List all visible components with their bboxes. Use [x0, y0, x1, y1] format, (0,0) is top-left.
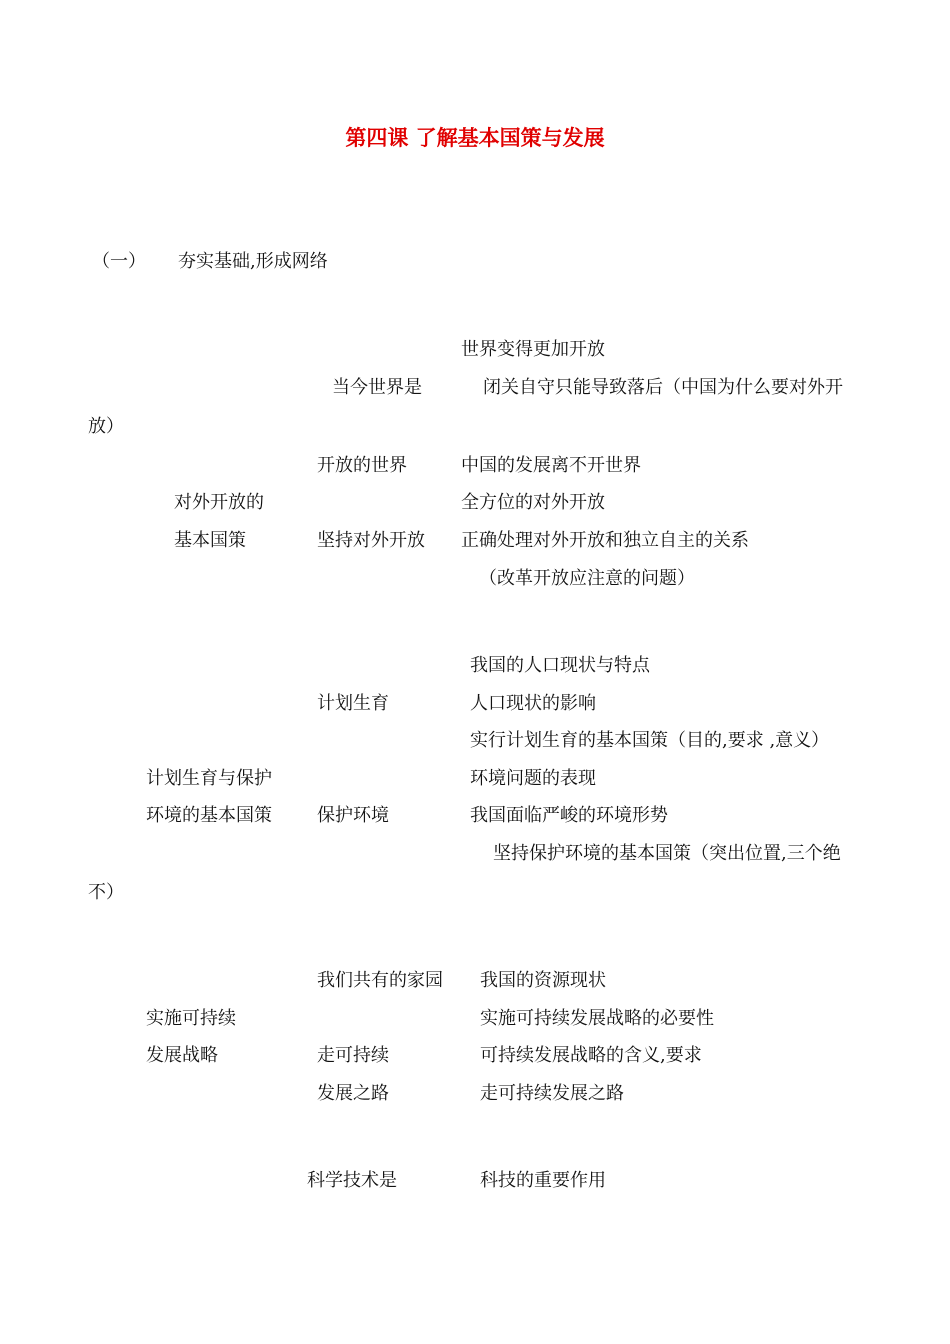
- opening-topic-line1: 对外开放的: [174, 492, 264, 513]
- environment-policy: 坚持保护环境的基本国策（突出位置,三个绝: [493, 843, 841, 864]
- sustainable-road-label-line1: 走可持续: [317, 1045, 389, 1066]
- science-role: 科技的重要作用: [480, 1170, 606, 1191]
- shared-home-label: 我们共有的家园: [317, 970, 443, 991]
- section-heading-text: 夯实基础,形成网络: [178, 251, 328, 272]
- china-needs-world: 中国的发展离不开世界: [461, 455, 641, 476]
- sustainable-road-label-line2: 发展之路: [317, 1083, 389, 1104]
- world-today-label: 当今世界是: [332, 377, 422, 398]
- science-label: 科学技术是: [307, 1170, 397, 1191]
- sustainable-necessity: 实施可持续发展战略的必要性: [480, 1008, 714, 1029]
- all-round-opening: 全方位的对外开放: [461, 492, 605, 513]
- handle-relationship: 正确处理对外开放和独立自主的关系: [461, 530, 749, 551]
- sustainable-meaning: 可持续发展战略的含义,要求: [480, 1045, 702, 1066]
- open-world-label: 开放的世界: [317, 455, 407, 476]
- protect-environment-label: 保护环境: [317, 805, 389, 826]
- opening-topic-line2: 基本国策: [174, 530, 246, 551]
- resource-status: 我国的资源现状: [480, 970, 606, 991]
- sustainable-topic-line1: 实施可持续: [146, 1008, 236, 1029]
- world-more-open: 世界变得更加开放: [461, 339, 605, 360]
- reform-issues: （改革开放应注意的问题）: [479, 568, 695, 589]
- policy-topic-line2: 环境的基本国策: [146, 805, 272, 826]
- closed-door-leads-backward: 闭关自守只能导致落后（中国为什么要对外开: [483, 377, 843, 398]
- walk-sustainable-road: 走可持续发展之路: [480, 1083, 624, 1104]
- environment-policy-wrap: 不）: [88, 882, 124, 903]
- persist-opening-label: 坚持对外开放: [317, 530, 425, 551]
- closed-door-wrap: 放）: [88, 416, 124, 437]
- family-planning-label: 计划生育: [317, 693, 389, 714]
- section-number: （一）: [92, 251, 146, 272]
- family-planning-policy: 实行计划生育的基本国策（目的,要求 ,意义）: [470, 730, 830, 751]
- sustainable-topic-line2: 发展战略: [146, 1045, 218, 1066]
- population-status: 我国的人口现状与特点: [470, 655, 650, 676]
- population-impact: 人口现状的影响: [470, 693, 596, 714]
- page-title: 第四课 了解基本国策与发展: [345, 126, 605, 150]
- policy-topic-line1: 计划生育与保护: [146, 768, 272, 789]
- environment-problems: 环境问题的表现: [470, 768, 596, 789]
- severe-environment-situation: 我国面临严峻的环境形势: [470, 805, 668, 826]
